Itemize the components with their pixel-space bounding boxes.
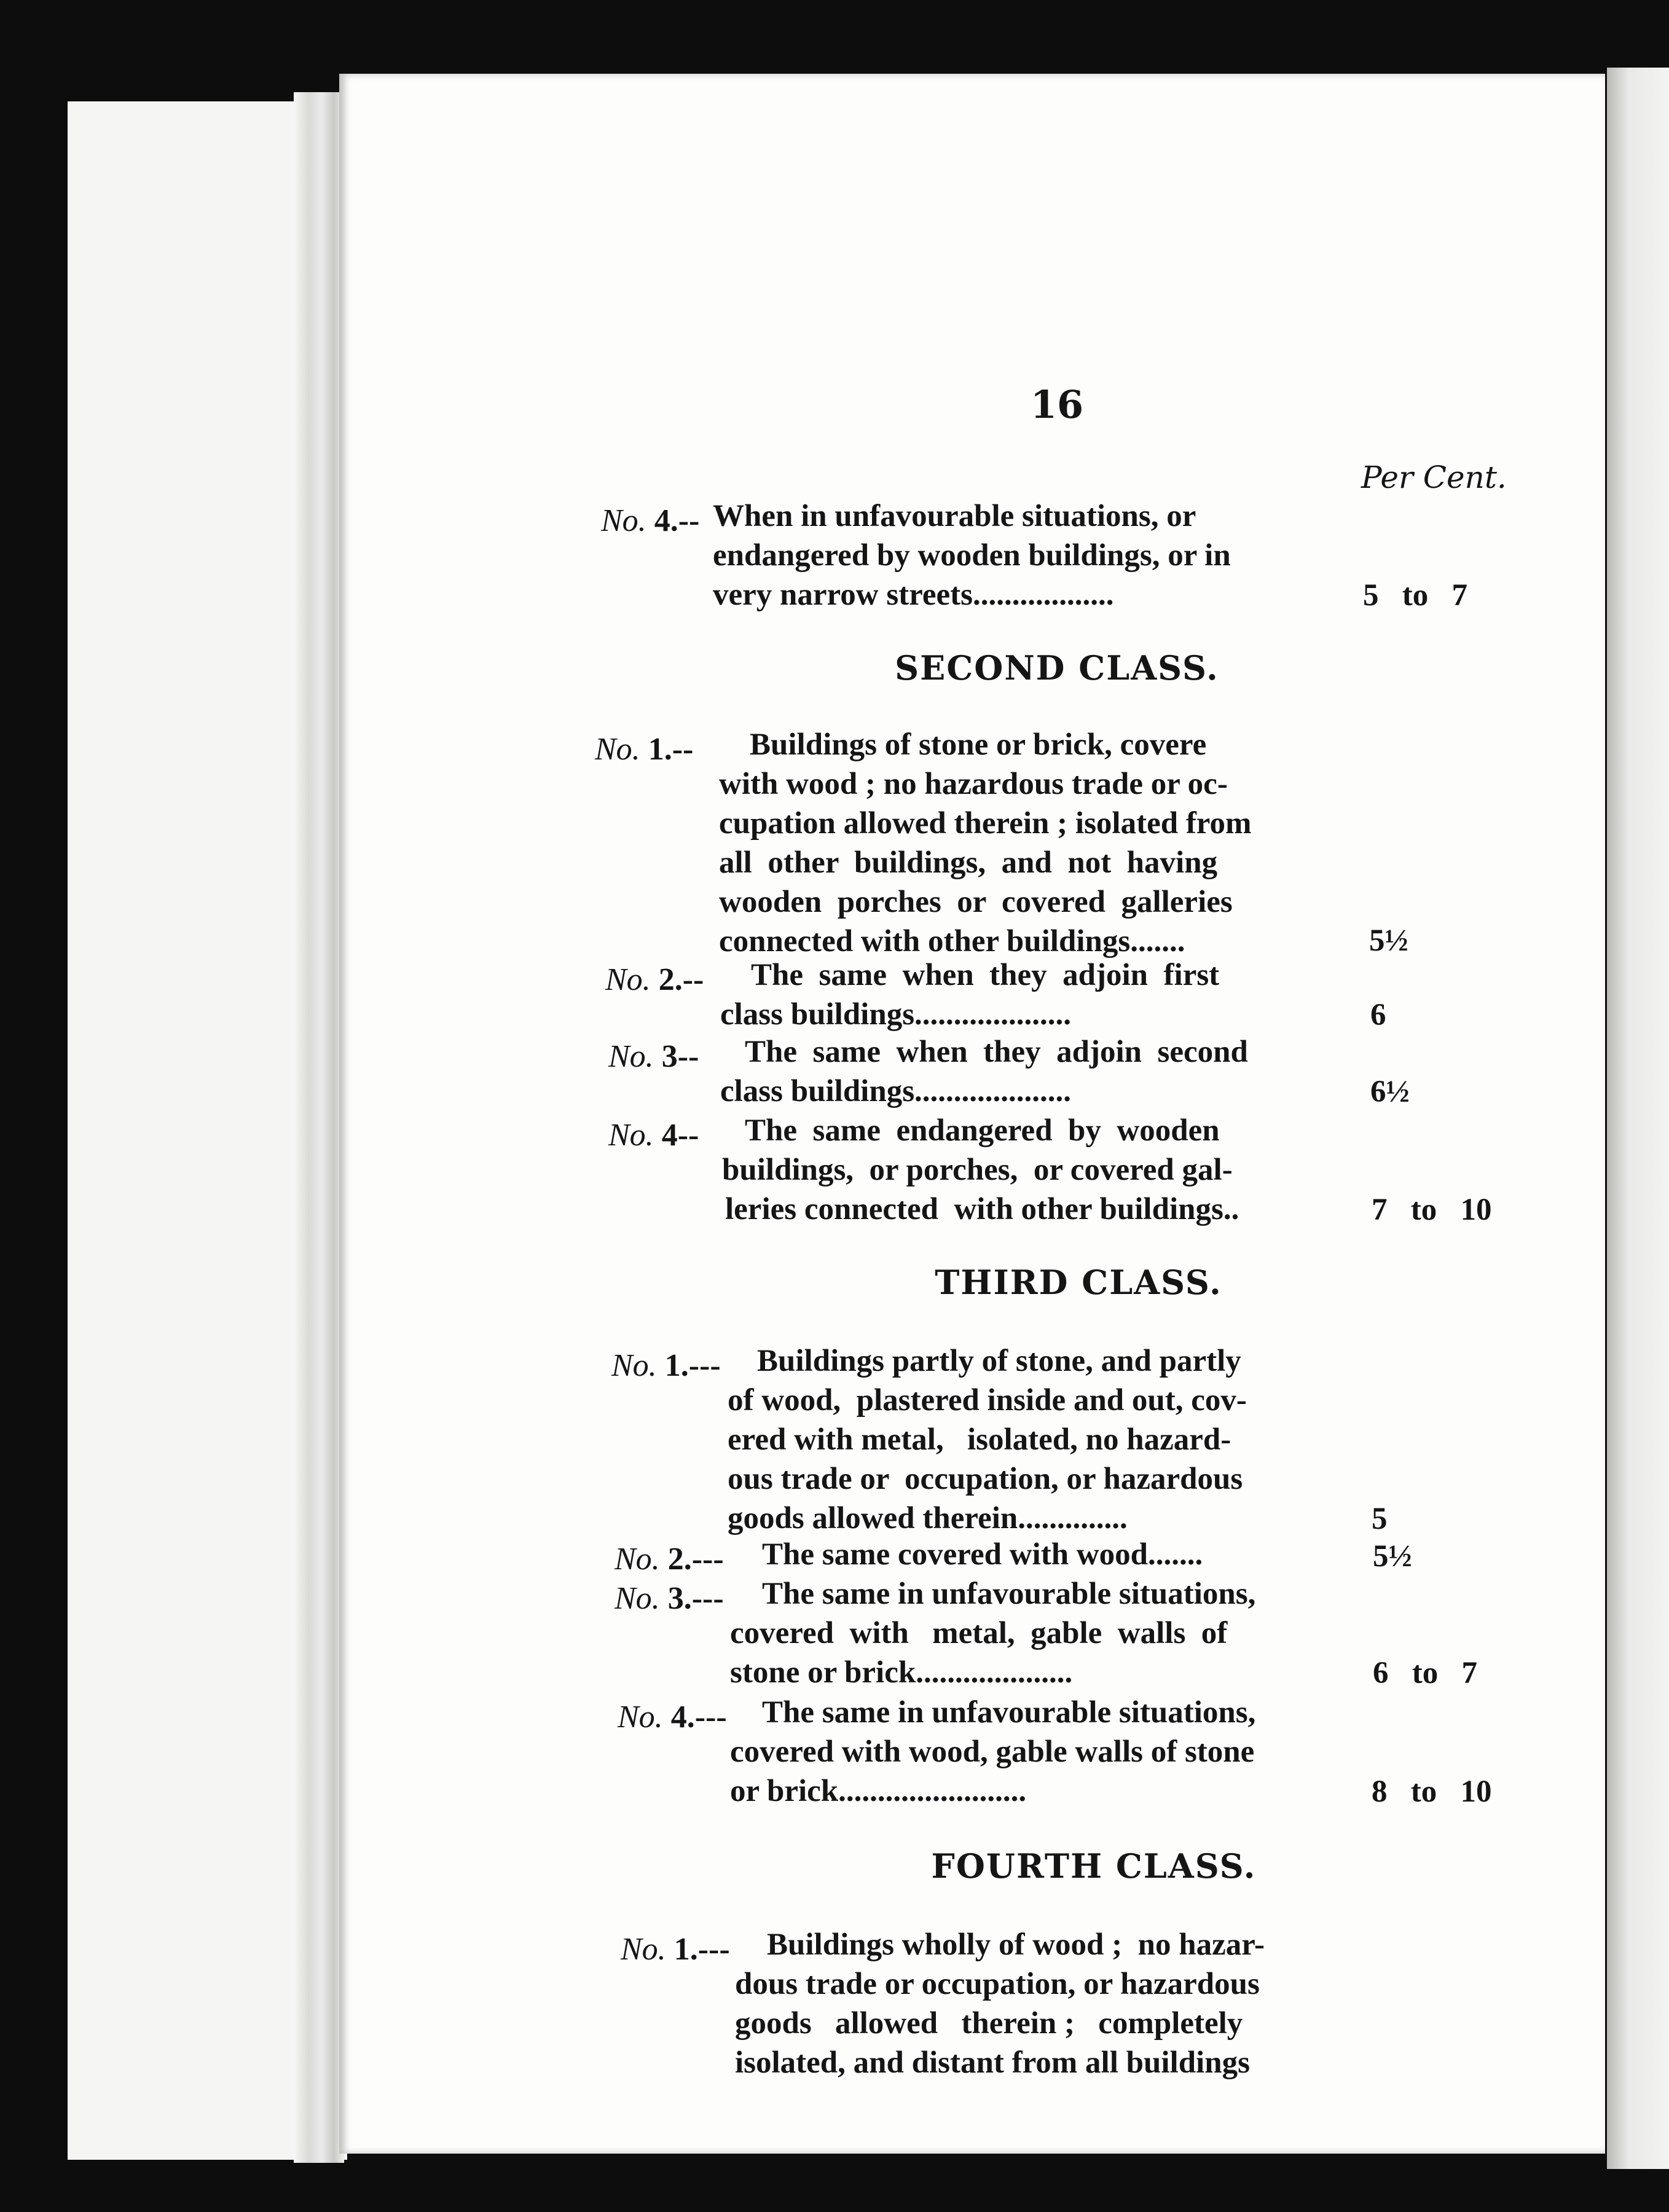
entry-line: covered with metal, gable walls of xyxy=(730,1616,1228,1650)
entry-rate: 7 to 10 xyxy=(1372,1193,1492,1227)
entry-number: 3-- xyxy=(661,1039,699,1074)
entry-rate: 5 to 7 xyxy=(1363,578,1467,613)
entry-no-label: No. xyxy=(595,732,640,767)
entry-line: goods allowed therein.............. xyxy=(728,1501,1128,1535)
entry-rate: 6½ xyxy=(1370,1075,1410,1109)
entry-number: 2.-- xyxy=(658,962,704,997)
entry-rate: 6 to 7 xyxy=(1373,1656,1477,1690)
entry-label xyxy=(595,731,693,767)
entry-label xyxy=(618,1699,727,1735)
entry-label xyxy=(615,1580,724,1617)
entry-line: covered with wood, gable walls of stone xyxy=(730,1735,1255,1769)
section-heading-fourth-class: FOURTH CLASS. xyxy=(931,1846,1257,1886)
entry-rate: 8 to 10 xyxy=(1372,1775,1492,1809)
entry-line: class buildings.................... xyxy=(720,1074,1072,1108)
entry-line: cupation allowed therein ; isolated from xyxy=(719,806,1252,841)
entry-line: When in unfavourable situations, or xyxy=(713,499,1196,533)
entry-number: 2.--- xyxy=(667,1542,724,1577)
entry-line: very narrow streets.................. xyxy=(713,578,1114,612)
entry-line: The same in unfavourable situations, xyxy=(762,1695,1256,1730)
entry-rate: 5½ xyxy=(1369,924,1408,958)
entry-line: or brick........................ xyxy=(730,1774,1027,1808)
entry-line: Buildings wholly of wood ; no hazar- xyxy=(767,1928,1265,1962)
entry-number: 1.-- xyxy=(648,732,694,767)
entry-line: leries connected with other buildings.. xyxy=(725,1192,1239,1226)
entry-label xyxy=(615,1541,724,1577)
section-heading-second-class: SECOND CLASS. xyxy=(895,648,1219,688)
entry-rate: 6 xyxy=(1370,998,1386,1032)
entry-no-label: No. xyxy=(618,1700,663,1735)
entry-line: ous trade or occupation, or hazardous xyxy=(728,1462,1243,1496)
entry-number: 4.-- xyxy=(654,503,700,538)
entry-rate: 5 xyxy=(1372,1502,1388,1536)
entry-label xyxy=(601,503,699,539)
entry-line: The same endangered by wooden xyxy=(745,1113,1220,1148)
entry-number: 3.--- xyxy=(667,1581,724,1616)
entry-label xyxy=(611,1347,721,1384)
entry-rate: 5½ xyxy=(1373,1539,1412,1574)
section-heading-third-class: THIRD CLASS. xyxy=(935,1263,1222,1302)
entry-line: The same when they adjoin second xyxy=(745,1035,1248,1069)
entry-line: wooden porches or covered galleries xyxy=(719,885,1233,919)
entry-line: connected with other buildings....... xyxy=(719,924,1185,959)
entry-line: endangered by wooden buildings, or in xyxy=(713,538,1231,573)
entry-number: 1.--- xyxy=(673,1932,730,1967)
entry-line: The same covered with wood....... xyxy=(762,1537,1203,1572)
entry-line: with wood ; no hazardous trade or oc- xyxy=(719,767,1228,801)
entry-no-label: No. xyxy=(611,1348,657,1383)
entry-line: ered with metal, isolated, no hazard- xyxy=(728,1422,1231,1457)
entry-line: class buildings.................... xyxy=(720,997,1072,1032)
entry-label xyxy=(605,962,704,998)
rate-column-header: Per Cent. xyxy=(1361,460,1507,495)
entry-no-label: No. xyxy=(615,1542,660,1577)
entry-label xyxy=(608,1038,699,1075)
entry-line: Buildings of stone or brick, covere xyxy=(750,728,1207,762)
entry-line: of wood, plastered inside and out, cov- xyxy=(728,1383,1247,1418)
page-number: 16 xyxy=(1030,382,1084,427)
entry-number: 1.--- xyxy=(664,1348,721,1383)
entry-label xyxy=(608,1117,699,1153)
entry-line: goods allowed therein ; completely xyxy=(735,2006,1243,2041)
entry-no-label: No. xyxy=(621,1932,666,1967)
entry-line: Buildings partly of stone, and partly xyxy=(757,1344,1241,1378)
entry-number: 4-- xyxy=(661,1118,699,1153)
entry-no-label: No. xyxy=(601,503,646,538)
entry-line: The same when they adjoin first xyxy=(751,958,1220,992)
entry-line: buildings, or porches, or covered gal- xyxy=(722,1153,1233,1187)
entry-line: stone or brick.................... xyxy=(730,1655,1073,1690)
entry-line: isolated, and distant from all buildings xyxy=(735,2045,1250,2080)
entry-no-label: No. xyxy=(608,1118,654,1153)
entry-line: dous trade or occupation, or hazardous xyxy=(735,1967,1260,2001)
entry-no-label: No. xyxy=(608,1039,654,1074)
entry-no-label: No. xyxy=(605,962,651,997)
entry-line: The same in unfavourable situations, xyxy=(762,1577,1256,1611)
entry-number: 4.--- xyxy=(670,1700,727,1735)
entry-label xyxy=(621,1931,730,1967)
entry-no-label: No. xyxy=(615,1581,660,1616)
entry-line: all other buildings, and not having xyxy=(719,845,1218,880)
